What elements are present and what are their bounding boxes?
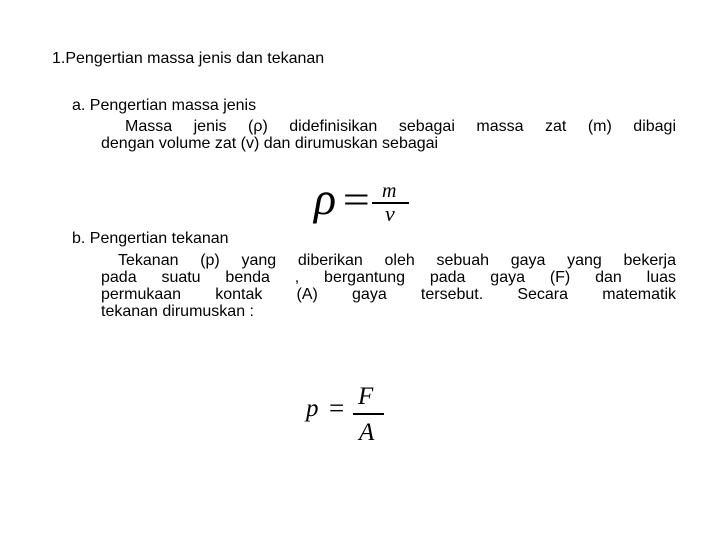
subsection-b-title: b. Pengertian tekanan	[72, 230, 229, 247]
pressure-formula-denominator: A	[359, 419, 375, 446]
pressure-definition-paragraph	[101, 252, 676, 320]
pressure-definition-line-2: pada suatu benda , bergantung pada gaya (F) dan luas	[101, 269, 676, 286]
pressure-definition-line-1: Tekanan (p) yang diberikan oleh sebuah gaya yang bekerja	[118, 252, 676, 269]
density-definition-line-1: Massa jenis (ρ) didefinisikan sebagai massa zat (m) dibagi	[125, 118, 676, 135]
pressure-formula-fraction-bar	[353, 413, 384, 415]
density-definition-paragraph	[101, 118, 676, 152]
density-formula-rho: ρ	[314, 173, 337, 224]
pressure-definition-line-3: permukaan kontak (A) gaya tersebut. Secara matematik	[101, 286, 676, 303]
pressure-formula-numerator: F	[358, 383, 374, 410]
density-formula-numerator: m	[382, 180, 397, 202]
density-formula-denominator: v	[385, 201, 395, 226]
section-heading: 1.Pengertian massa jenis dan tekanan	[52, 50, 325, 67]
pressure-formula-equals: =	[329, 393, 345, 423]
subsection-a-title: a. Pengertian massa jenis	[72, 97, 257, 114]
pressure-formula-p: p	[306, 395, 319, 422]
density-definition-line-2: dengan volume zat (v) dan dirumuskan sebagai	[101, 135, 439, 152]
pressure-definition-line-4: tekanan dirumuskan :	[101, 303, 254, 320]
density-formula-equals: =	[342, 177, 370, 222]
